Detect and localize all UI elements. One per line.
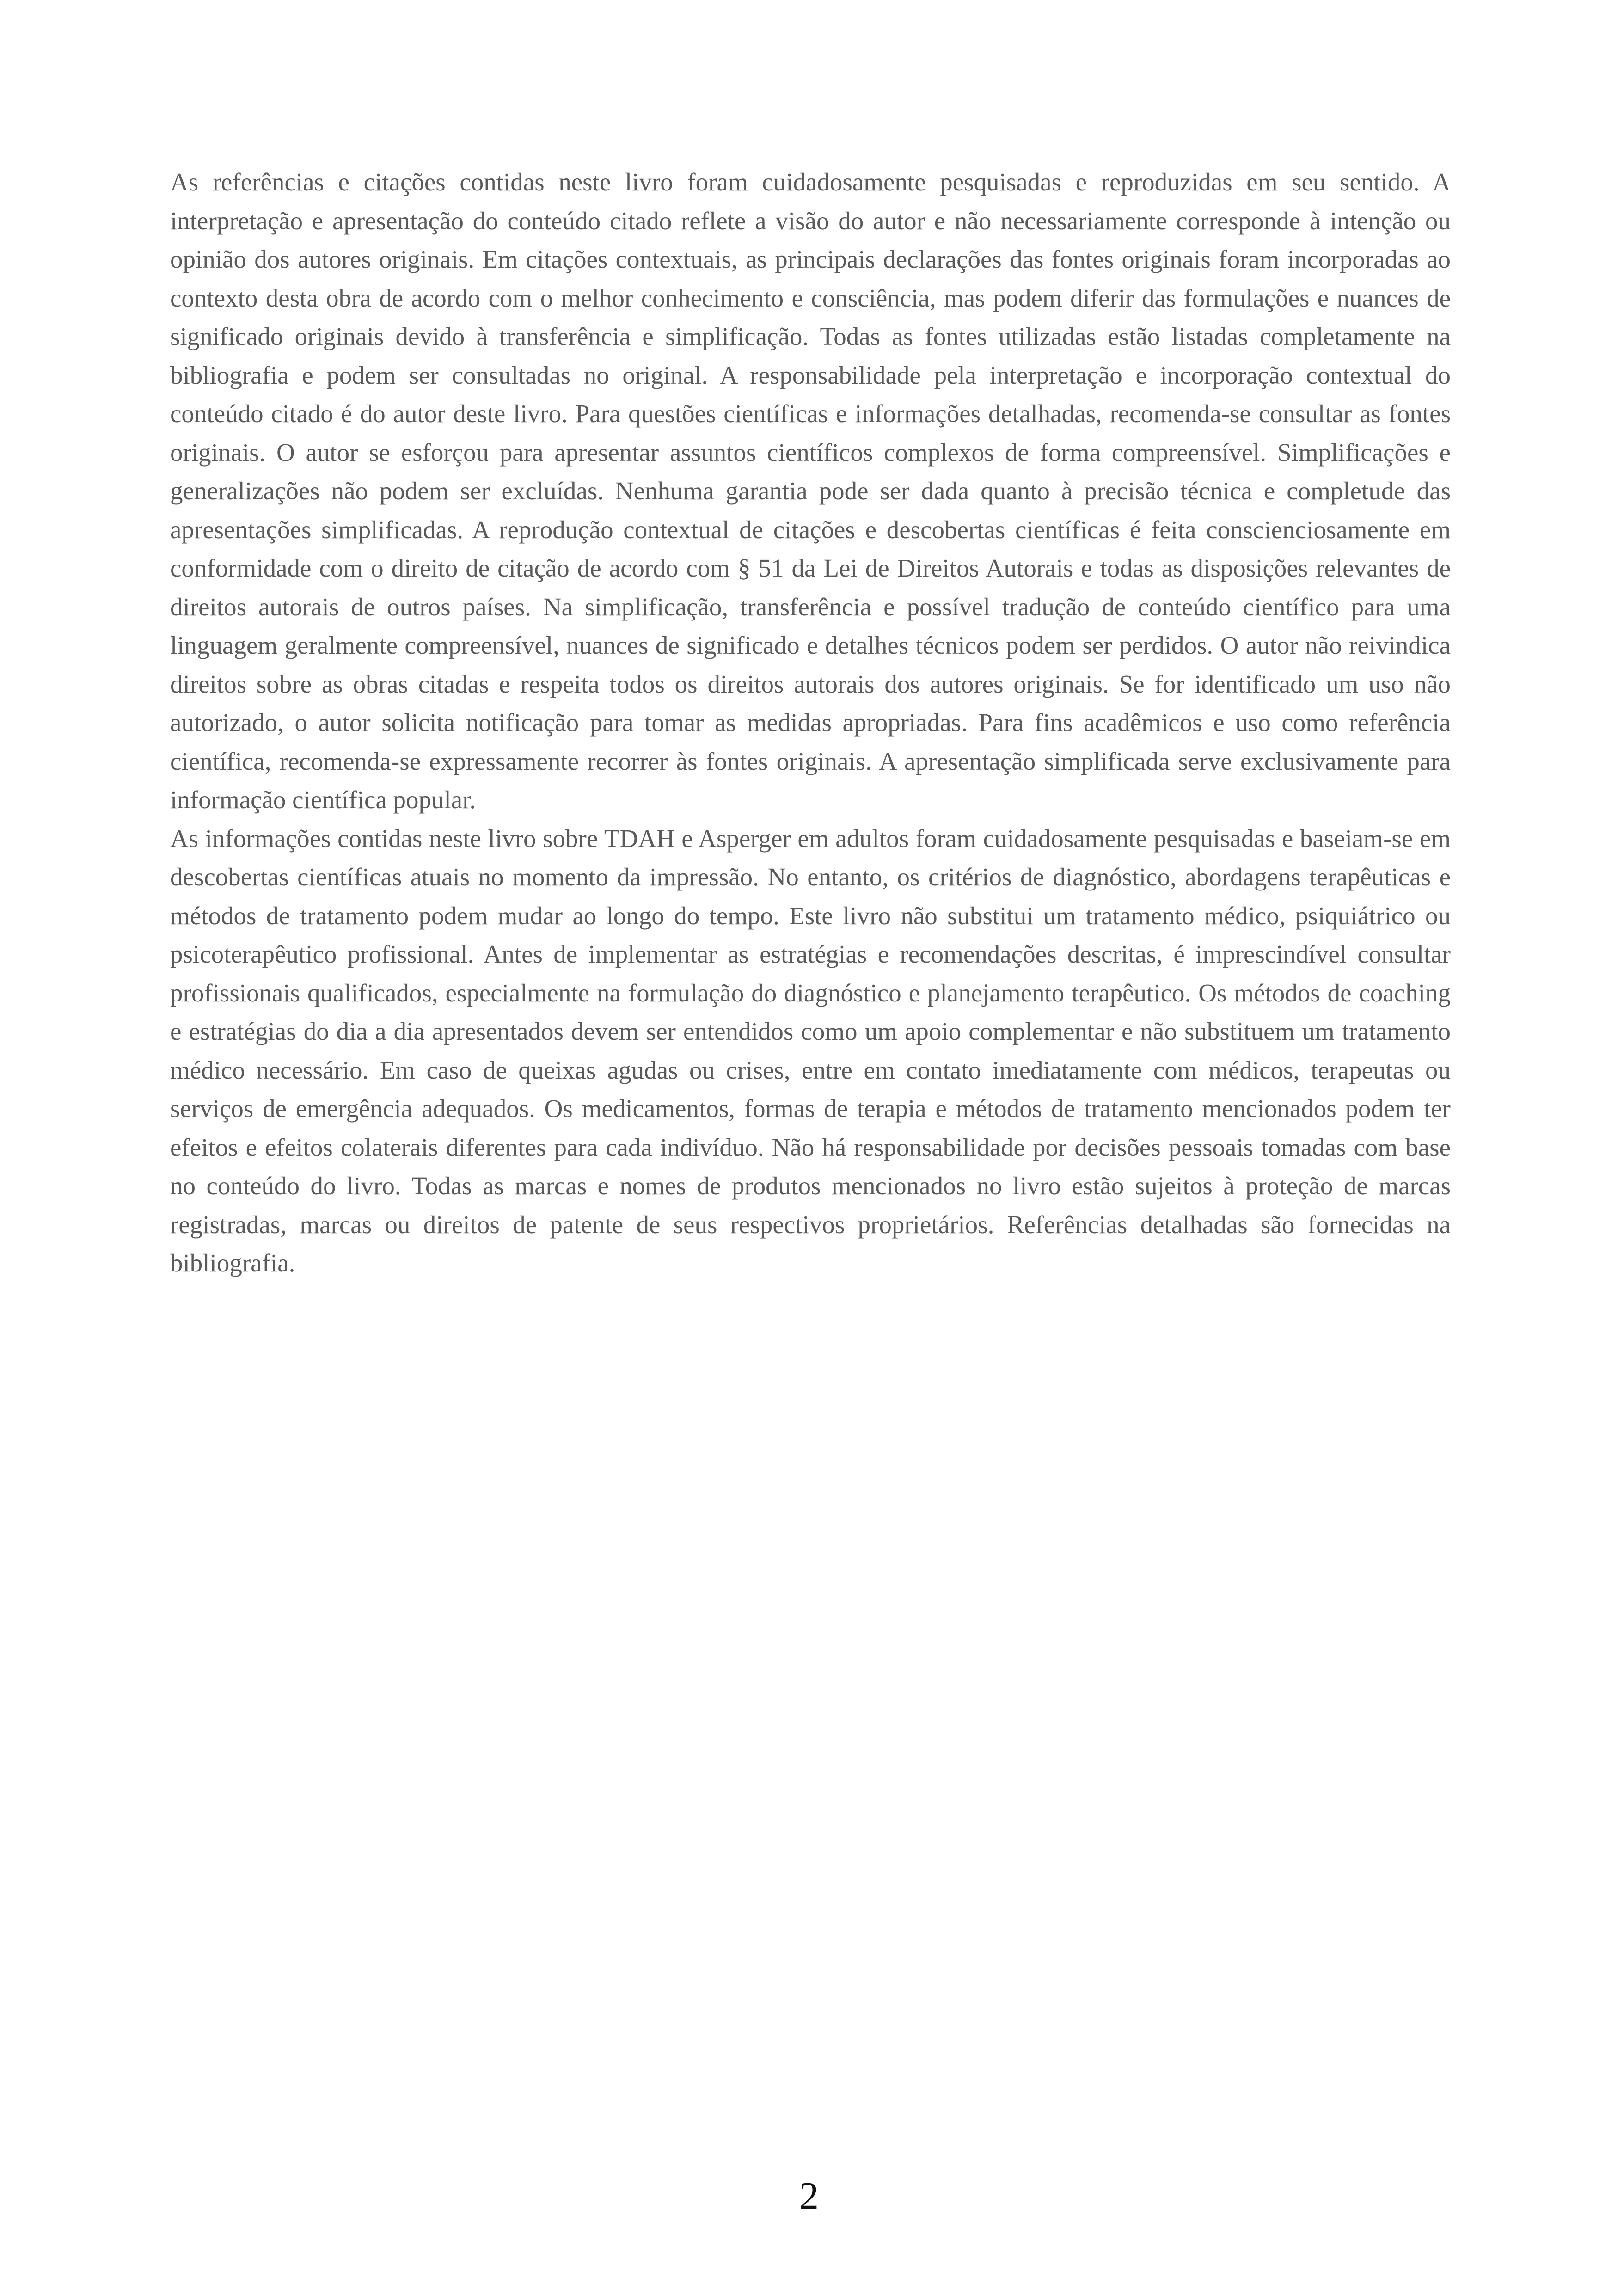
- paragraph-citations-disclaimer: As referências e citações contidas neste livro foram cuidadosamente pesquisadas e reproduzidas em seu sentido. A interpretação e apresentação do conteúdo citado reflete a visão do autor e não necessariamente corresponde à intenção ou opinião dos autores originais. Em citações contextuais, as principais declarações das fontes originais foram incorporadas ao contexto desta obra de acordo com o melhor conhecimento e consciência, mas podem diferir das formulações e nuances de significado originais devido à transferência e simplificação. Todas as fontes utilizadas estão listadas completamente na bibliografia e podem ser consultadas no original. A responsabilidade pela interpretação e incorporação contextual do conteúdo citado é do autor deste livro. Para questões científicas e informações detalhadas, recomenda-se consultar as fontes originais. O autor se esforçou para apresentar assuntos científicos complexos de forma compreensível. Simplificações e generalizações não podem ser excluídas. Nenhuma garantia pode ser dada quanto à precisão técnica e completude das apresentações simplificadas. A reprodução contextual de citações e descobertas científicas é feita conscienciosamente em conformidade com o direito de citação de acordo com § 51 da Lei de Direitos Autorais e todas as disposições relevantes de direitos autorais de outros países. Na simplificação, transferência e possível tradução de conteúdo científico para uma linguagem geralmente compreensível, nuances de significado e detalhes técnicos podem ser perdidos. O autor não reivindica direitos sobre as obras citadas e respeita todos os direitos autorais dos autores originais. Se for identificado um uso não autorizado, o autor solicita notificação para tomar as medidas apropriadas. Para fins acadêmicos e uso como referência científica, recomenda-se expressamente recorrer às fontes originais. A apresentação simplificada serve exclusivamente para informação científica popular.: [170, 168, 1451, 814]
- body-text: [170, 163, 1451, 1283]
- paragraph-medical-disclaimer: As informações contidas neste livro sobre TDAH e Asperger em adultos foram cuidadosamente pesquisadas e baseiam-se em descobertas científicas atuais no momento da impressão. No entanto, os critérios de diagnóstico, abordagens terapêuticas e métodos de tratamento podem mudar ao longo do tempo. Este livro não substitui um tratamento médico, psiquiátrico ou psicoterapêutico profissional. Antes de implementar as estratégias e recomendações descritas, é imprescindível consultar profissionais qualificados, especialmente na formulação do diagnóstico e planejamento terapêutico. Os métodos de coaching e estratégias do dia a dia apresentados devem ser entendidos como um apoio complementar e não substituem um tratamento médico necessário. Em caso de queixas agudas ou crises, entre em contato imediatamente com médicos, terapeutas ou serviços de emergência adequados. Os medicamentos, formas de terapia e métodos de tratamento mencionados podem ter efeitos e efeitos colaterais diferentes para cada indivíduo. Não há responsabilidade por decisões pessoais tomadas com base no conteúdo do livro. Todas as marcas e nomes de produtos mencionados no livro estão sujeitos à proteção de marcas registradas, marcas ou direitos de patente de seus respectivos proprietários. Referências detalhadas são fornecidas na bibliografia.: [170, 824, 1451, 1277]
- page-number: 2: [799, 2174, 819, 2217]
